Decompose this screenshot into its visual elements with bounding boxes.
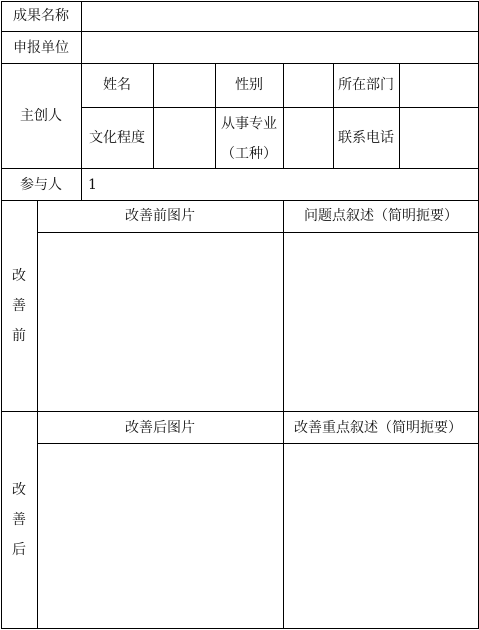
gender-label: 性别 — [235, 77, 263, 93]
after-char-2: 善 — [12, 512, 26, 528]
after-key-points-header: 改善重点叙述（简明扼要） — [294, 420, 462, 436]
department-field[interactable] — [400, 64, 478, 107]
phone-field[interactable] — [400, 108, 478, 168]
profession-label-line2: （工种） — [221, 146, 277, 162]
after-char-1: 改 — [12, 482, 26, 498]
before-problem-area[interactable] — [284, 233, 478, 411]
after-photo-header: 改善后图片 — [125, 420, 195, 436]
after-char-3: 后 — [12, 542, 26, 558]
participants-label: 参与人 — [20, 177, 62, 193]
achievement-name-label: 成果名称 — [13, 8, 69, 24]
before-problem-header: 问题点叙述（简明扼要） — [304, 208, 458, 224]
education-field[interactable] — [154, 108, 215, 168]
after-section-label — [11, 482, 27, 572]
achievement-name-field[interactable] — [82, 2, 478, 31]
before-photo-area[interactable] — [38, 233, 283, 411]
phone-label: 联系电话 — [338, 130, 394, 146]
lead-creator-label: 主创人 — [20, 108, 62, 124]
participants-value: 1 — [88, 177, 97, 193]
before-section-label — [11, 268, 27, 358]
before-char-3: 前 — [12, 328, 26, 344]
education-label: 文化程度 — [89, 130, 145, 146]
profession-label-line1: 从事专业 — [221, 116, 277, 132]
gender-field[interactable] — [284, 64, 333, 107]
after-key-points-area[interactable] — [284, 444, 478, 628]
department-label: 所在部门 — [338, 77, 394, 93]
profession-field[interactable] — [284, 108, 333, 168]
name-label: 姓名 — [103, 77, 131, 93]
applicant-unit-field[interactable] — [82, 32, 478, 63]
before-char-1: 改 — [12, 268, 26, 284]
before-char-2: 善 — [12, 298, 26, 314]
after-photo-area[interactable] — [38, 444, 283, 628]
applicant-unit-label: 申报单位 — [13, 40, 69, 56]
before-photo-header: 改善前图片 — [125, 208, 195, 224]
name-field[interactable] — [154, 64, 215, 107]
